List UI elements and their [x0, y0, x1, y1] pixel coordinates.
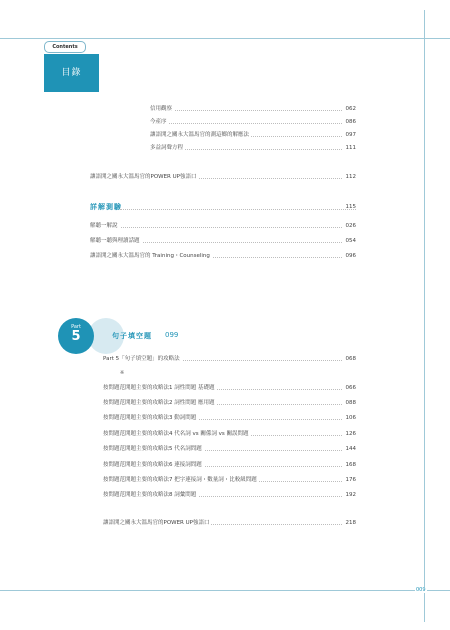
- toc-entry-label: 按問題范開題主要的攻略法6 連接詞問題: [103, 462, 202, 468]
- toc-entry-page: 026: [345, 223, 356, 229]
- toc-entry-page: 111: [345, 145, 356, 151]
- toc-entry-label: 按問題范開題主要的攻略法8 詞彙問題: [103, 492, 197, 498]
- toc-entry: [150, 118, 356, 126]
- top-rule: [0, 38, 450, 39]
- toc-entry-page: 126: [345, 431, 356, 437]
- toc-entry: [103, 491, 356, 499]
- toc-entry-page: 106: [345, 415, 356, 421]
- toc-entry-label: 按問題范開題主要的攻略法5 代名詞問題: [103, 446, 202, 452]
- toc-entry-label: 讓語開之關永大溫馬官的 Training・Counseling: [90, 253, 210, 259]
- toc-entry: [103, 519, 356, 527]
- toc-entry-label: 讓語開之關永大溫馬官的測這鄉的解應法: [150, 132, 250, 138]
- vertical-rule: [424, 10, 425, 622]
- toc-entry: [103, 461, 356, 469]
- toc-entry-label: 讓語開之關永大溫馬官的POWER UP強語口: [90, 174, 197, 180]
- toc-entry-page: 096: [345, 253, 356, 259]
- note-mark: ※: [120, 370, 125, 376]
- toc-entry: [103, 476, 356, 484]
- page-number: 009: [416, 587, 426, 593]
- bottom-rule: [0, 590, 450, 591]
- toc-entry: [150, 144, 356, 152]
- toc-entry-page: 097: [345, 132, 356, 138]
- toc-entry-label: 按問題范開題主要的攻略法7 把字連接詞・數量詞・比較級問題: [103, 477, 257, 483]
- part-label: Part: [71, 324, 81, 330]
- section-page: 115: [345, 204, 356, 210]
- toc-entry: [90, 252, 356, 260]
- toc-entry-page: 176: [345, 477, 356, 483]
- toc-entry: [150, 105, 356, 113]
- toc-entry-page: 066: [345, 385, 356, 391]
- toc-entry-page: 192: [345, 492, 356, 498]
- toc-entry: [103, 384, 356, 392]
- part-badge: [58, 318, 94, 354]
- toc-entry-page: 054: [345, 238, 356, 244]
- section-title: 詳解測驗: [90, 203, 122, 211]
- toc-entry-label: 按問題范開題主要的攻略法4 代名詞 vs 關係詞 vs 關誤問題: [103, 431, 249, 437]
- toc-entry: [103, 445, 356, 453]
- toc-entry-label: Part 5「句子填空題」的攻略法: [103, 356, 180, 362]
- toc-entry: [90, 237, 356, 245]
- toc-entry: [150, 131, 356, 139]
- toc-entry-label: 按問題范開題主要的攻略法3 動詞問題: [103, 415, 197, 421]
- toc-entry: [90, 173, 356, 181]
- toc-entry-label: 按問題范開題主要的攻略法2 詞性問題 應用題: [103, 400, 215, 406]
- toc-entry: [90, 222, 356, 230]
- toc-entry: [103, 430, 356, 438]
- toc-entry-page: 168: [345, 462, 356, 468]
- part-page: 099: [165, 331, 179, 339]
- toc-entry: [103, 399, 356, 407]
- section-leader: [120, 209, 356, 210]
- toc-entry-page: 218: [345, 520, 356, 526]
- part-title: 句子填空題: [112, 332, 152, 340]
- toc-entry-label: 多益詞聲方程: [150, 145, 184, 151]
- toc-entry-page: 088: [345, 400, 356, 406]
- part-number: 5: [71, 329, 81, 344]
- toc-entry-label: 信用觀察: [150, 106, 173, 112]
- toc-entry-page: 086: [345, 119, 356, 125]
- toc-entry-page: 144: [345, 446, 356, 452]
- toc-entry: [103, 355, 356, 363]
- toc-entry-label: 讓語開之關永大溫馬官的POWER UP強語口: [103, 520, 210, 526]
- toc-entry-page: 068: [345, 356, 356, 362]
- toc-entry-label: 解聽一聽與理讀話題: [90, 238, 140, 244]
- toc-entry-label: 今產序: [150, 119, 167, 125]
- toc-entry-label: 解聽一解說: [90, 223, 118, 229]
- toc-title: 目錄: [44, 54, 99, 92]
- toc-entry: [103, 414, 356, 422]
- toc-entry-label: 按問題范開題主要的攻略法1 詞性問題 基礎題: [103, 385, 215, 391]
- contents-tag: Contents: [44, 41, 86, 53]
- toc-entry-page: 112: [345, 174, 356, 180]
- toc-entry-page: 062: [345, 106, 356, 112]
